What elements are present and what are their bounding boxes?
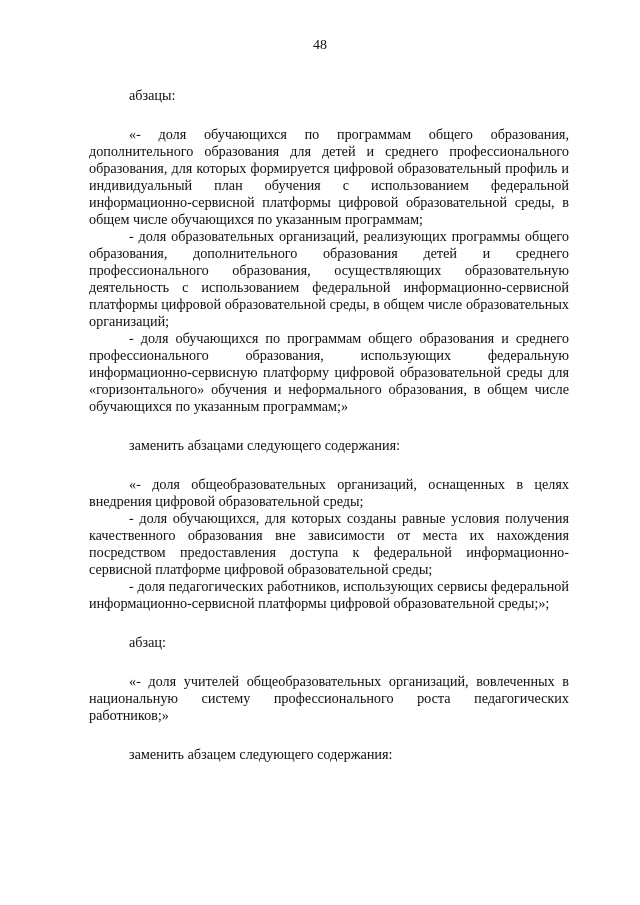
section-intro: абзац: bbox=[129, 635, 166, 651]
page-number: 48 bbox=[313, 38, 327, 53]
section-intro: заменить абзацами следующего содержания: bbox=[129, 438, 401, 454]
paragraph: - доля педагогических работников, использующих сервисы федеральной информационно-сервисной платформы цифровой образовательной среды;»; bbox=[89, 579, 569, 612]
section-intro: заменить абзацем следующего содержания: bbox=[129, 747, 393, 763]
paragraph: «- доля обучающихся по программам общего образования, дополнительного образования для детей и среднего профессионального образования, для которых формируется цифровой образовательный профиль и индивидуальный план обучения с использованием федеральной информационно-сервисной платформы цифровой образовательной среды, в общем числе обучающихся по указанным программам; bbox=[89, 127, 569, 228]
section-intro: абзацы: bbox=[129, 88, 176, 104]
document-body bbox=[89, 88, 569, 764]
paragraph: - доля обучающихся по программам общего образования и среднего профессионального образования, использующих федеральную информационно-сервисную платформу цифровой образовательной среды для «горизонтального» обучения и неформального образования, в общем числе обучающихся по указанным программам;» bbox=[89, 331, 569, 415]
paragraph: «- доля общеобразовательных организаций, оснащенных в целях внедрения цифровой образовательной среды; bbox=[89, 477, 569, 510]
paragraph: - доля обучающихся, для которых созданы равные условия получения качественного образования вне зависимости от места их нахождения посредством предоставления доступа к федеральной информационно-сервисной платформе цифровой образовательной среды; bbox=[89, 511, 569, 578]
paragraph: «- доля учителей общеобразовательных организаций, вовлеченных в национальную систему профессионального роста педагогических работников;» bbox=[89, 674, 569, 724]
paragraph: - доля образовательных организаций, реализующих программы общего образования, дополнительного образования детей и среднего профессионального образования, осуществляющих образовательную деятельность с использованием федеральной информационно-сервисной платформы цифровой образовательной среды, в общем числе образовательных организаций; bbox=[89, 229, 569, 330]
